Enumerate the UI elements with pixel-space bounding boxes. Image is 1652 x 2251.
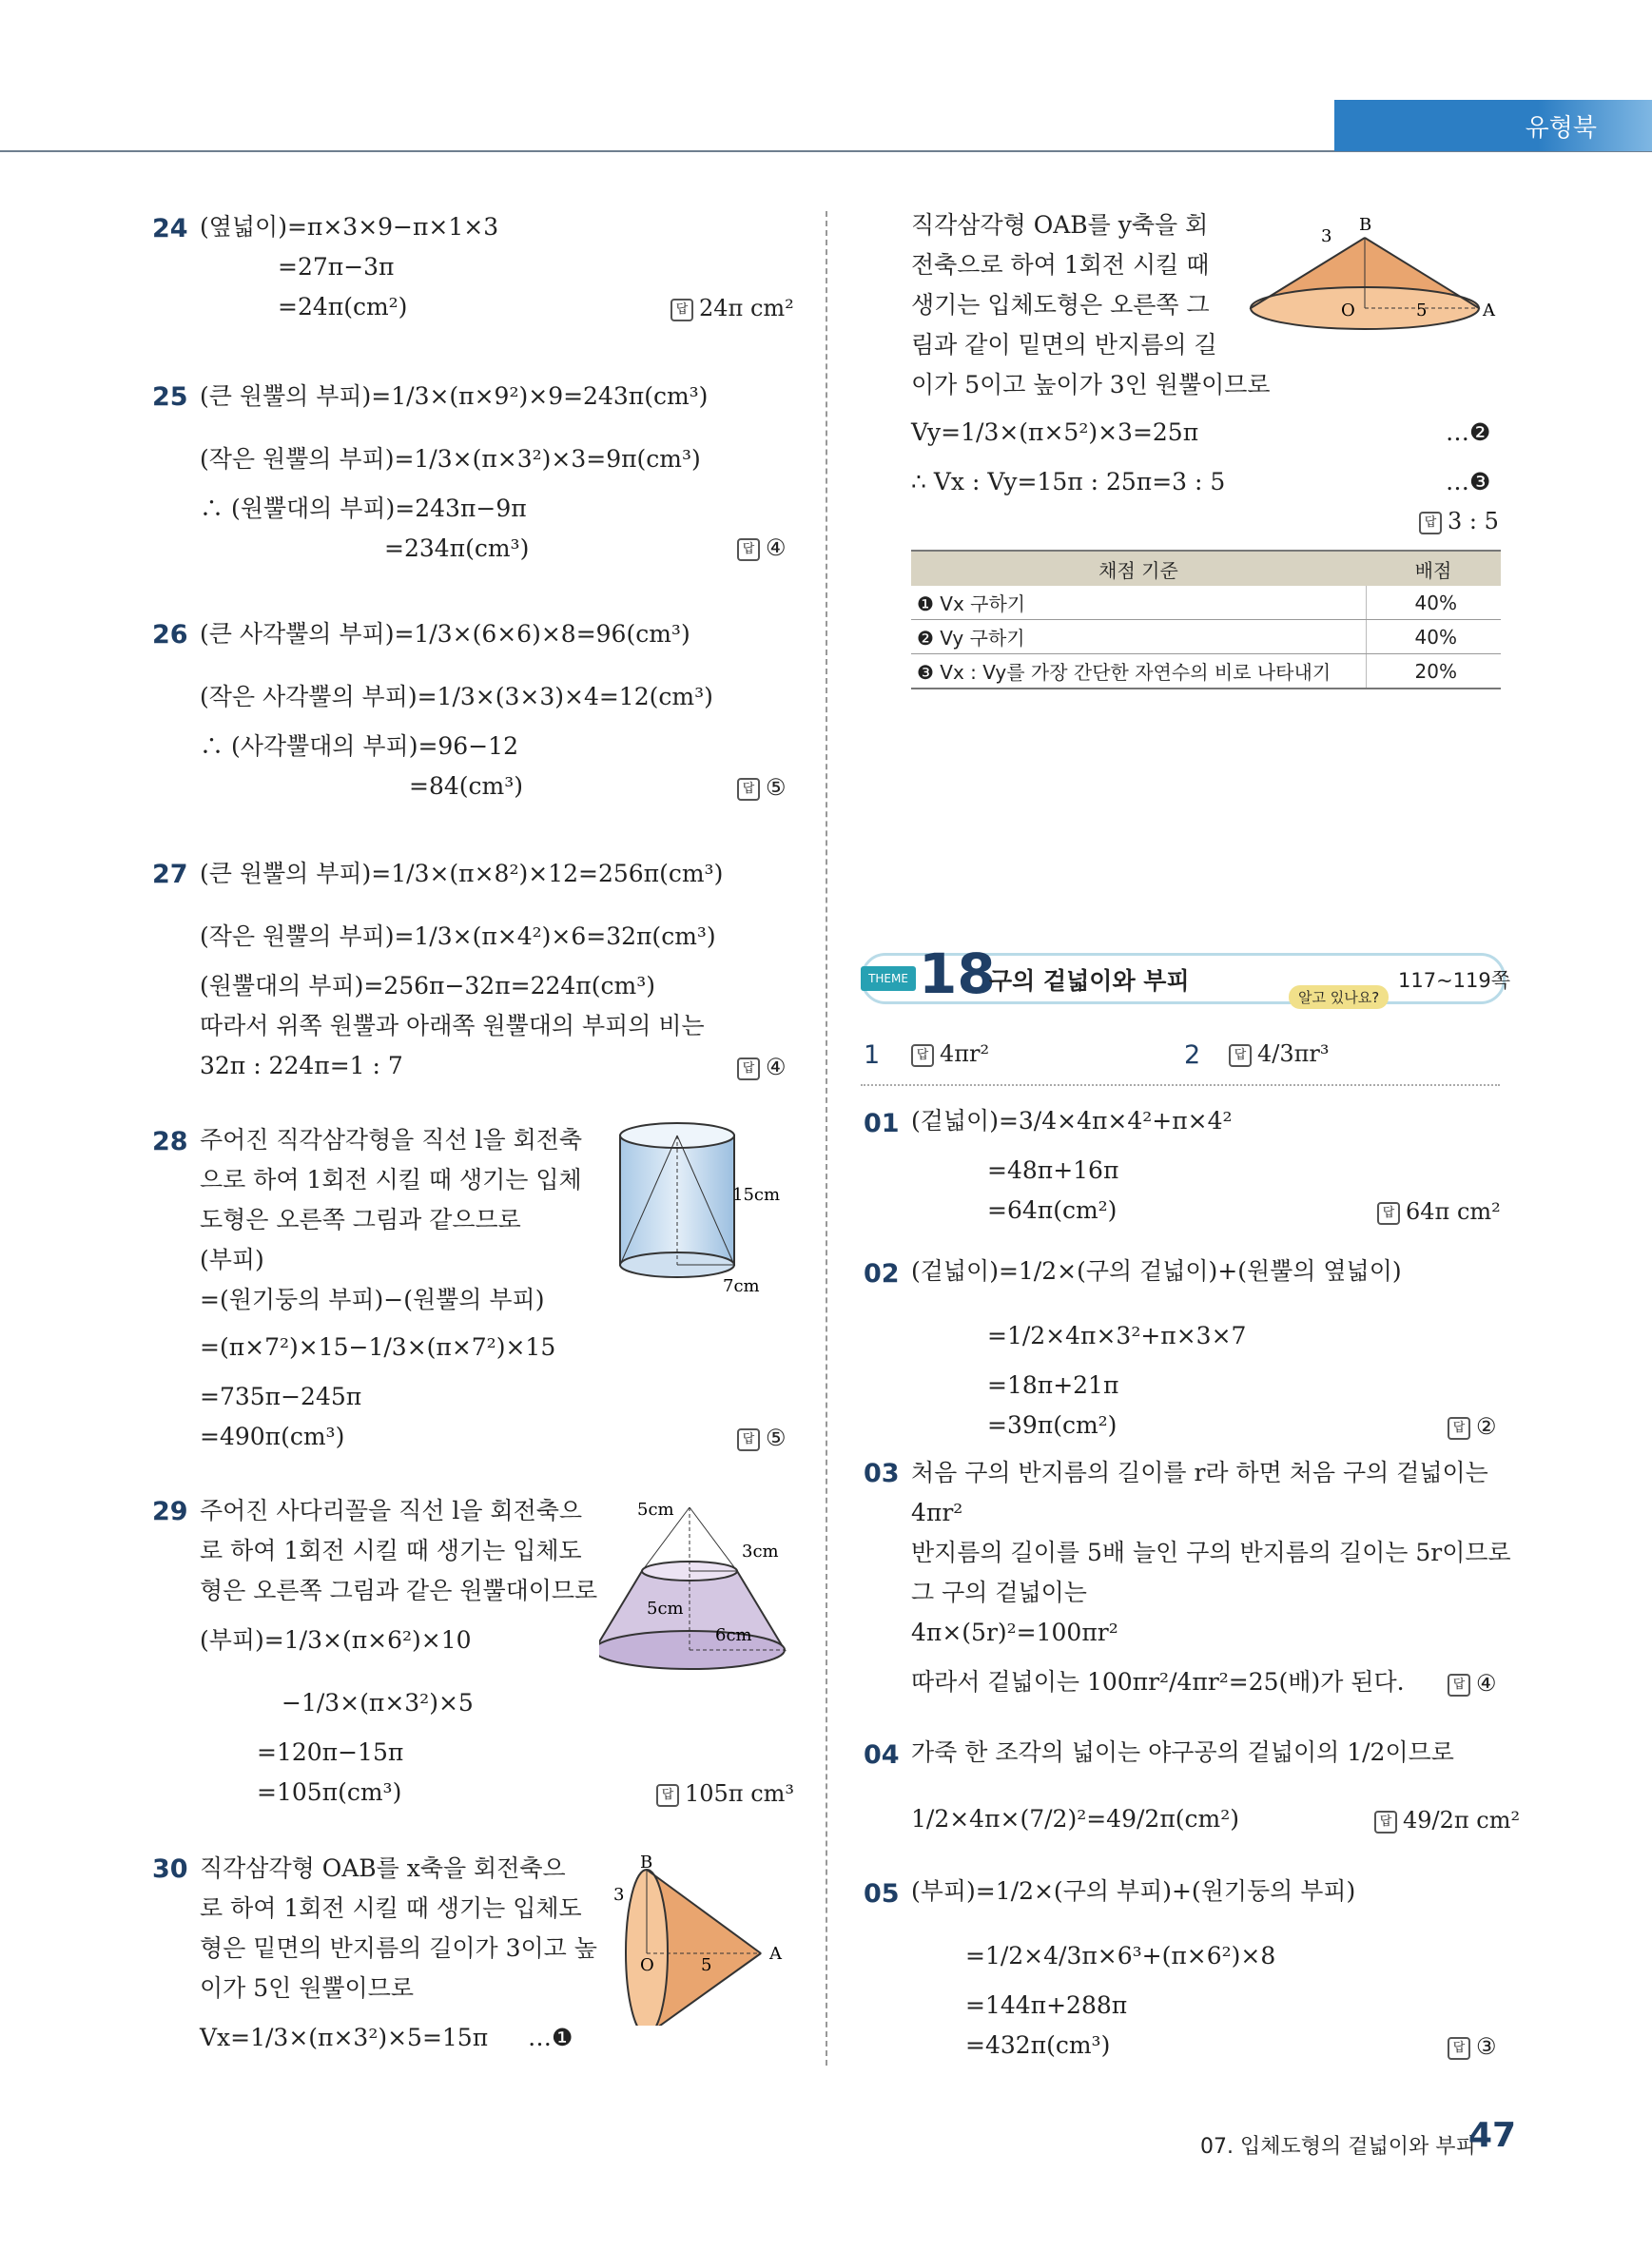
solution-line: =39π(cm²): [987, 1411, 1118, 1439]
solution-line: 림과 같이 밑면의 반지름의 길: [911, 331, 1217, 359]
solution-line: 형은 밑면의 반지름의 길이가 3이고 높: [200, 1934, 597, 1962]
quick-answer-number: 2: [1184, 1040, 1201, 1070]
theme-number: 18: [919, 941, 996, 1006]
solution-line: 4π×(5r)²=100πr²: [911, 1619, 1118, 1646]
grading-criterion: ❶ Vx 구하기: [911, 586, 1366, 620]
answer-icon: 답: [1448, 1674, 1470, 1697]
problem-number: 29: [152, 1497, 188, 1526]
grading-criterion: ❸ Vx : Vy를 가장 간단한 자연수의 비로 나타내기: [911, 654, 1366, 689]
label-5: 5: [701, 1955, 712, 1975]
theme-pages: 117~119쪽: [1398, 969, 1511, 992]
solution-line: =27π−3π: [278, 253, 395, 281]
answer: 답 ⑤: [737, 1425, 787, 1451]
grading-table: [911, 550, 1501, 689]
solution-line: 로 하여 1회전 시킬 때 생기는 입체도: [200, 1537, 582, 1564]
solution-line: (옆넓이)=π×3×9−π×1×3: [200, 213, 499, 241]
solution-line: (겉넓이)=1/2×(구의 겉넓이)+(원뿔의 옆넓이): [911, 1257, 1402, 1285]
answer: 답 3 : 5: [1419, 508, 1499, 534]
answer-icon: 답: [737, 778, 760, 801]
answer-icon: 답: [1419, 512, 1442, 534]
label-A: A: [769, 1944, 782, 1964]
label-3: 3: [1321, 226, 1332, 246]
solution-line: −1/3×(π×3²)×5: [282, 1689, 474, 1717]
answer-icon: 답: [911, 1044, 934, 1067]
solution-line: (겉넓이)=3/4×4π×4²+π×4²: [911, 1107, 1233, 1135]
answer: 답 105π cm³: [656, 1780, 794, 1807]
label-B: B: [640, 1854, 653, 1873]
chapter-footer: 07. 입체도형의 겉넓이와 부피: [1200, 2135, 1476, 2159]
solution-line: (작은 원뿔의 부피)=1/3×(π×3²)×3=9π(cm³): [200, 445, 701, 473]
solution-line: 도형은 오른쪽 그림과 같으므로: [200, 1206, 521, 1233]
solution-line: 주어진 직각삼각형을 직선 l을 회전축: [200, 1126, 583, 1154]
solution-line: (부피): [200, 1246, 264, 1273]
solution-line: 이가 5인 원뿔이므로: [200, 1974, 414, 2002]
solution-line: =432π(cm³): [965, 2031, 1111, 2059]
cone-x-figure: [613, 1854, 804, 2026]
problem-number: 04: [864, 1740, 900, 1770]
grading-header-points: 배점: [1366, 551, 1501, 586]
answer: 답 24π cm²: [671, 295, 794, 321]
solution-line: (큰 원뿔의 부피)=1/3×(π×9²)×9=243π(cm³): [200, 382, 709, 410]
label-6cm: 6cm: [715, 1625, 752, 1645]
answer-icon: 답: [737, 538, 760, 561]
solution-line: 처음 구의 반지름의 길이를 r라 하면 처음 구의 겉넓이는: [911, 1459, 1488, 1486]
solution-line: =24π(cm²): [278, 293, 408, 320]
grading-points: 40%: [1366, 586, 1501, 620]
solution-line: 1/2×4π×(7/2)²=49/2π(cm²): [911, 1805, 1239, 1833]
solution-line: =105π(cm³): [257, 1778, 402, 1806]
answer-icon: 답: [671, 299, 693, 321]
solution-line: 4πr²: [911, 1499, 963, 1526]
step-marker: …❷: [1446, 418, 1491, 446]
solution-line: (작은 원뿔의 부피)=1/3×(π×4²)×6=32π(cm³): [200, 922, 716, 950]
answer-icon: 답: [1448, 2037, 1470, 2060]
solution-line: Vx=1/3×(π×3²)×5=15π: [200, 2024, 489, 2051]
grading-criterion: ❷ Vy 구하기: [911, 620, 1366, 654]
column-divider: [826, 211, 827, 2066]
solution-line: 32π : 224π=1 : 7: [200, 1052, 403, 1079]
answer-icon: 답: [737, 1428, 760, 1451]
problem-number: 05: [864, 1879, 900, 1909]
solution-line: Vy=1/3×(π×5²)×3=25π: [911, 418, 1199, 446]
problem-number: 03: [864, 1459, 900, 1488]
solution-line: ∴ Vx : Vy=15π : 25π=3 : 5: [911, 468, 1226, 495]
problem-number: 24: [152, 214, 188, 243]
problem-number: 25: [152, 382, 188, 412]
answer-icon: 답: [1377, 1202, 1400, 1225]
label-5cm: 5cm: [647, 1599, 684, 1619]
solution-line: 직각삼각형 OAB를 y축을 회: [911, 211, 1209, 239]
answer: 답 ④: [1448, 1670, 1497, 1697]
solution-line: (원뿔대의 부피)=256π−32π=224π(cm³): [200, 972, 655, 999]
label-O: O: [1341, 301, 1355, 320]
solution-line: 따라서 위쪽 원뿔과 아래쪽 원뿔대의 부피의 비는: [200, 1012, 705, 1039]
solution-line: 생기는 입체도형은 오른쪽 그: [911, 291, 1210, 319]
solution-line: =(π×7²)×15−1/3×(π×7²)×15: [200, 1333, 556, 1361]
solution-line: =234π(cm³): [384, 534, 530, 562]
step-marker: …❸: [1446, 468, 1491, 495]
solution-line: =735π−245π: [200, 1383, 362, 1410]
grading-points: 40%: [1366, 620, 1501, 654]
solution-line: =144π+288π: [965, 1991, 1128, 2019]
theme-title: 구의 겉넓이와 부피: [989, 967, 1190, 995]
grading-header-criteria: 채점 기준: [911, 551, 1366, 586]
solution-line: 로 하여 1회전 시킬 때 생기는 입체도: [200, 1894, 582, 1922]
solution-line: =64π(cm²): [987, 1196, 1118, 1224]
solution-line: 반지름의 길이를 5배 늘인 구의 반지름의 길이는 5r이므로: [911, 1539, 1511, 1566]
page-number: 47: [1468, 2116, 1517, 2155]
theme-badge: THEME: [861, 966, 916, 991]
solution-line: (큰 원뿔의 부피)=1/3×(π×8²)×12=256π(cm³): [200, 860, 724, 887]
solution-line: 주어진 사다리꼴을 직선 l을 회전축으: [200, 1497, 583, 1524]
problem-number: 01: [864, 1109, 900, 1138]
solution-line: =48π+16π: [987, 1156, 1119, 1184]
solution-line: =18π+21π: [987, 1371, 1119, 1399]
problem-number: 28: [152, 1127, 188, 1156]
frustum-figure: [599, 1488, 808, 1679]
answer-icon: 답: [1229, 1044, 1252, 1067]
solution-line: 따라서 겉넓이는 100πr²/4πr²=25(배)가 된다.: [911, 1668, 1405, 1696]
label-3: 3: [613, 1885, 625, 1905]
solution-line: 직각삼각형 OAB를 x축을 회전축으: [200, 1854, 566, 1882]
answer-icon: 답: [656, 1784, 679, 1807]
solution-line: ∴ (원뿔대의 부피)=243π−9π: [200, 495, 527, 522]
answer: 답 64π cm²: [1377, 1198, 1501, 1225]
problem-number: 02: [864, 1259, 900, 1289]
solution-line: =1/2×4/3π×6³+(π×6²)×8: [965, 1942, 1276, 1970]
quick-answer-number: 1: [864, 1040, 881, 1070]
dotted-separator: [861, 1084, 1500, 1086]
label-5: 5: [1416, 301, 1428, 320]
answer: 답 49/2π cm²: [1374, 1807, 1520, 1834]
height-label: 15cm: [732, 1185, 781, 1205]
answer-icon: 답: [1448, 1417, 1470, 1440]
answer: 답 ④: [737, 1054, 787, 1080]
label-B: B: [1359, 215, 1372, 235]
cone-y-figure: [1241, 211, 1507, 335]
solution-line: =(원기둥의 부피)−(원뿔의 부피): [200, 1286, 545, 1313]
section-tab: 유형북: [1334, 100, 1652, 151]
answer: 답 ③: [1448, 2033, 1497, 2060]
solution-line: 가죽 한 조각의 넓이는 야구공의 겉넓이의 1/2이므로: [911, 1738, 1454, 1766]
quick-answer: 답 4/3πr³: [1229, 1040, 1330, 1067]
label-5cm-top: 5cm: [637, 1500, 674, 1520]
solution-line: (작은 사각뿔의 부피)=1/3×(3×3)×4=12(cm³): [200, 683, 713, 710]
answer: 답 ②: [1448, 1413, 1497, 1440]
cylinder-figure: [609, 1122, 799, 1293]
solution-line: =120π−15π: [257, 1738, 404, 1766]
label-O: O: [640, 1955, 654, 1975]
label-A: A: [1483, 301, 1495, 320]
know-badge: 알고 있나요?: [1289, 985, 1389, 1009]
solution-line: =490π(cm³): [200, 1423, 345, 1450]
solution-line: ∴ (사각뿔대의 부피)=96−12: [200, 732, 518, 760]
solution-line: 전축으로 하여 1회전 시킬 때: [911, 251, 1210, 279]
answer-icon: 답: [1374, 1811, 1397, 1834]
solution-line: 그 구의 겉넓이는: [911, 1579, 1087, 1606]
solution-line: (큰 사각뿔의 부피)=1/3×(6×6)×8=96(cm³): [200, 620, 690, 648]
problem-number: 27: [152, 860, 188, 889]
label-3cm: 3cm: [742, 1542, 779, 1562]
solution-line: (부피)=1/2×(구의 부피)+(원기둥의 부피): [911, 1877, 1356, 1905]
solution-line: =1/2×4π×3²+π×3×7: [987, 1322, 1247, 1349]
solution-line: 이가 5이고 높이가 3인 원뿔이므로: [911, 371, 1271, 398]
radius-label: 7cm: [723, 1276, 760, 1293]
solution-line: 형은 오른쪽 그림과 같은 원뿔대이므로: [200, 1577, 598, 1604]
solution-line: =84(cm³): [409, 772, 523, 800]
solution-line: 으로 하여 1회전 시킬 때 생기는 입체: [200, 1166, 582, 1193]
problem-number: 30: [152, 1854, 188, 1884]
answer-icon: 답: [737, 1058, 760, 1080]
grading-points: 20%: [1366, 654, 1501, 689]
answer: 답 ④: [737, 534, 787, 561]
problem-number: 26: [152, 620, 188, 650]
quick-answer: 답 4πr²: [911, 1040, 989, 1067]
answer: 답 ⑤: [737, 774, 787, 801]
step-marker: …❶: [528, 2024, 573, 2051]
solution-line: (부피)=1/3×(π×6²)×10: [200, 1626, 472, 1654]
